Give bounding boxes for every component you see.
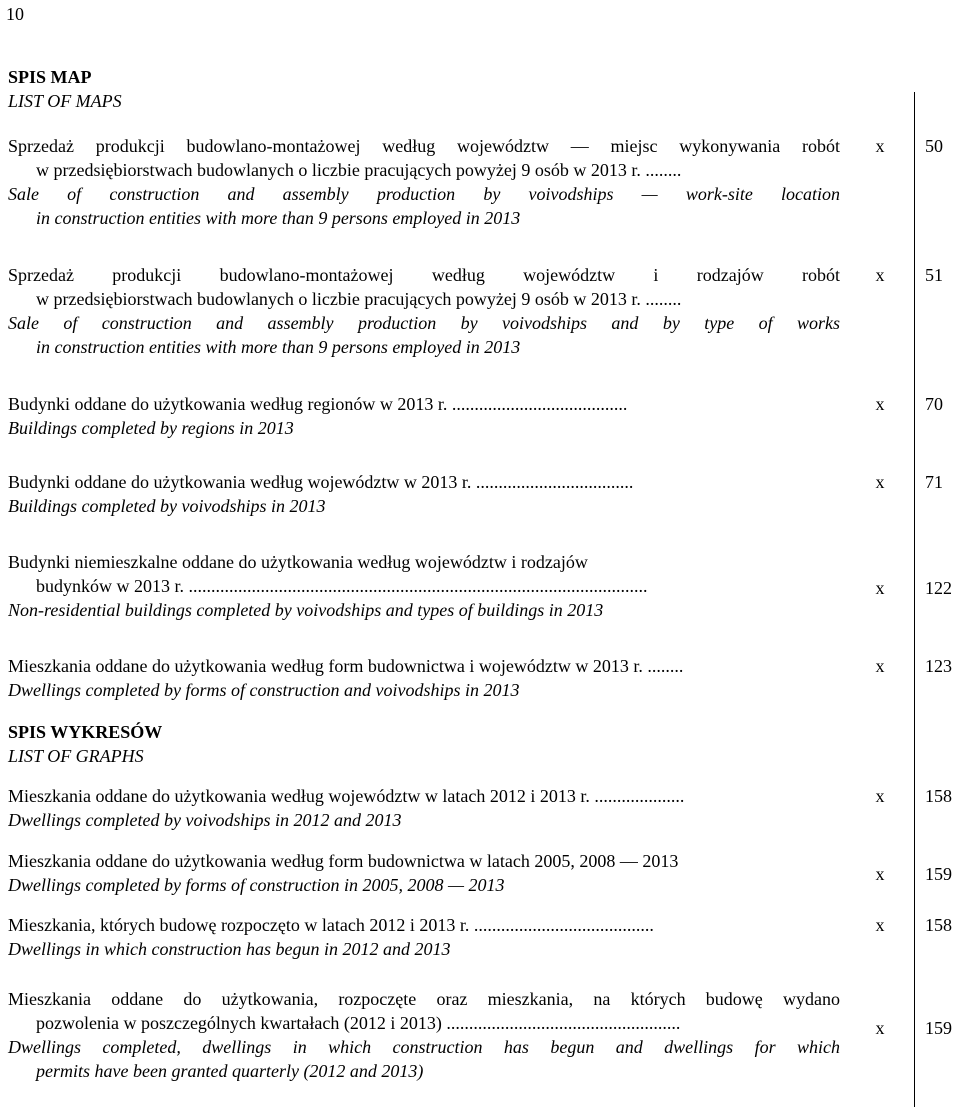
entry-title-pl: Mieszkania oddane do użytkowania według województw w latach 2012 i 2013 r. ....................	[8, 786, 685, 806]
maps-heading-pl: SPIS MAP	[8, 67, 92, 87]
entry-x-mark: x	[875, 786, 885, 806]
entry-title-pl: w przedsiębiorstwach budowlanych o liczbie pracujących powyżej 9 osób w 2013 r. ........	[36, 289, 682, 309]
entry-title-pl: Budynki niemieszkalne oddane do użytkowania według województw i rodzajów	[8, 552, 588, 572]
entry-page-number: 158	[925, 915, 952, 935]
entry-title-en: Sale of construction and assembly production by voivodships — work-site location	[8, 184, 840, 204]
entry-title-en: Dwellings completed by forms of construction and voivodships in 2013	[8, 680, 520, 700]
entry-title-en: Buildings completed by voivodships in 2013	[8, 496, 326, 516]
entry-x-mark: x	[875, 864, 885, 884]
map-entry-4	[8, 470, 840, 518]
graph-entry-1	[8, 784, 840, 832]
graphs-heading-en: LIST OF GRAPHS	[8, 746, 144, 766]
entry-x-mark: x	[875, 915, 885, 935]
entry-title-en: permits have been granted quarterly (2012 and 2013)	[36, 1061, 424, 1081]
graphs-heading	[8, 720, 162, 768]
entry-title-pl: pozwolenia w poszczególnych kwartałach (2012 i 2013) ....................................................	[36, 1013, 681, 1033]
graph-entry-4	[8, 987, 840, 1083]
entry-page-number: 70	[925, 394, 943, 414]
entry-title-pl: Sprzedaż produkcji budowlano-montażowej według województw i rodzajów robót	[8, 265, 840, 285]
entry-page-number: 71	[925, 472, 943, 492]
entry-page-number: 50	[925, 136, 943, 156]
entry-title-pl: Mieszkania, których budowę rozpoczęto w latach 2012 i 2013 r. ........................................	[8, 915, 654, 935]
entry-x-mark: x	[875, 136, 885, 156]
entry-title-en: Non-residential buildings completed by voivodships and types of buildings in 2013	[8, 600, 604, 620]
entry-x-mark: x	[875, 1018, 885, 1038]
entry-title-en: Sale of construction and assembly production by voivodships and by type of works	[8, 313, 840, 333]
maps-heading	[8, 65, 122, 113]
map-entry-3	[8, 392, 840, 440]
entry-title-pl: budynków w 2013 r. ......................................................................................................	[36, 576, 648, 596]
entry-title-en: in construction entities with more than 9 persons employed in 2013	[36, 337, 521, 357]
entry-x-mark: x	[875, 578, 885, 598]
page-number: 10	[6, 4, 24, 24]
graph-entry-3	[8, 913, 840, 961]
entry-title-en: Dwellings completed by voivodships in 2012 and 2013	[8, 810, 402, 830]
entry-title-en: Dwellings completed, dwellings in which construction has begun and dwellings for which	[8, 1037, 840, 1057]
entry-title-pl: Mieszkania oddane do użytkowania według form budownictwa i województw w 2013 r. ........	[8, 656, 684, 676]
entry-x-mark: x	[875, 472, 885, 492]
entry-title-pl: w przedsiębiorstwach budowlanych o liczbie pracujących powyżej 9 osób w 2013 r. ........	[36, 160, 682, 180]
entry-title-en: Buildings completed by regions in 2013	[8, 418, 294, 438]
entry-title-pl: Mieszkania oddane do użytkowania według form budownictwa w latach 2005, 2008 — 2013	[8, 851, 679, 871]
map-entry-1	[8, 134, 840, 230]
entry-title-en: in construction entities with more than 9 persons employed in 2013	[36, 208, 521, 228]
entry-title-pl: Mieszkania oddane do użytkowania, rozpoczęte oraz mieszkania, na których budowę wydano	[8, 989, 840, 1009]
entry-page-number: 159	[925, 864, 952, 884]
entry-page-number: 159	[925, 1018, 952, 1038]
entry-page-number: 123	[925, 656, 952, 676]
maps-heading-en: LIST OF MAPS	[8, 91, 122, 111]
graphs-heading-pl: SPIS WYKRESÓW	[8, 722, 163, 742]
entry-title-pl: Budynki oddane do użytkowania według regionów w 2013 r. .......................................	[8, 394, 628, 414]
map-entry-2	[8, 263, 840, 359]
entry-x-mark: x	[875, 394, 885, 414]
map-entry-5	[8, 550, 840, 622]
column-divider	[914, 92, 915, 1107]
entry-x-mark: x	[875, 656, 885, 676]
entry-title-en: Dwellings completed by forms of construction in 2005, 2008 — 2013	[8, 875, 505, 895]
graph-entry-2	[8, 849, 840, 897]
entry-title-en: Dwellings in which construction has begun in 2012 and 2013	[8, 939, 451, 959]
entry-x-mark: x	[875, 265, 885, 285]
entry-title-pl: Budynki oddane do użytkowania według województw w 2013 r. ...................................	[8, 472, 634, 492]
entry-page-number: 158	[925, 786, 952, 806]
entry-page-number: 122	[925, 578, 952, 598]
entry-title-pl: Sprzedaż produkcji budowlano-montażowej według województw — miejsc wykonywania robót	[8, 136, 840, 156]
entry-page-number: 51	[925, 265, 943, 285]
map-entry-6	[8, 654, 840, 702]
